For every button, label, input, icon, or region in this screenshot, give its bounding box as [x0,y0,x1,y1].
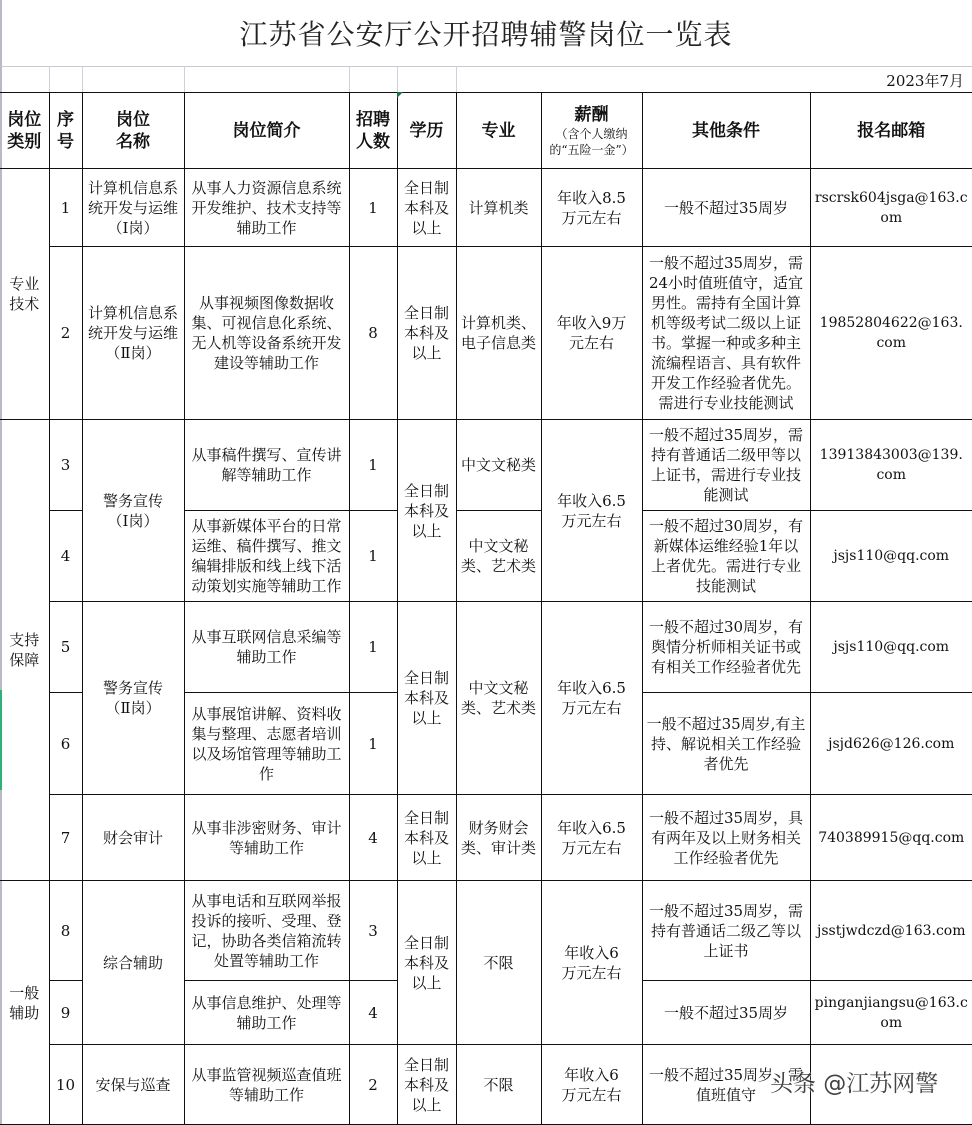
conditions-cell: 一般不超过35周岁，具有两年及以上财务相关工作经验者优先 [642,795,810,881]
count-cell: 4 [349,981,397,1045]
gridline [456,66,457,92]
count-cell: 1 [349,602,397,693]
category-cell: 专业技术 [0,169,49,420]
major-cell: 计算机类、电子信息类 [456,247,541,420]
category-cell: 一般辅助 [0,881,49,1125]
conditions-cell: 一般不超过30周岁，有舆情分析师相关证书或有相关工作经验者优先 [642,602,810,693]
header-major: 专业 [456,93,541,169]
position-cell: 综合辅助 [82,881,184,1045]
salary-cell: 年收入6万元左右 [541,1045,642,1125]
conditions-cell: 一般不超过35周岁 [642,169,810,247]
email-cell[interactable]: 13913843003@139.com [810,420,972,511]
position-cell: 警务宣传（Ⅱ岗） [82,602,184,795]
header-description: 岗位简介 [184,93,349,169]
gridline [397,66,398,92]
table-row [0,247,972,420]
table-row [0,169,972,247]
salary-cell: 年收入8.5万元左右 [541,169,642,247]
gridline [349,66,350,92]
count-cell: 8 [349,247,397,420]
table-row [0,881,972,981]
table-row [0,795,972,881]
education-cell: 全日制本科及以上 [397,602,456,795]
education-cell: 全日制本科及以上 [397,1045,456,1125]
header-email: 报名邮箱 [810,93,972,169]
gridline [82,66,83,92]
gridline [49,66,50,92]
conditions-cell: 一般不超过35周岁，需值班值守 [642,1045,810,1125]
count-cell: 2 [349,1045,397,1125]
conditions-cell: 一般不超过30周岁，有新媒体运维经验1年以上者优先。需进行专业技能测试 [642,511,810,602]
position-cell: 财会审计 [82,795,184,881]
email-cell[interactable]: rscrsk604jsga@163.com [810,169,972,247]
no-cell: 5 [49,602,82,693]
email-cell[interactable]: jsjs110@qq.com [810,602,972,693]
count-cell: 3 [349,881,397,981]
no-cell: 7 [49,795,82,881]
header-salary [541,93,642,169]
description-cell: 从事监管视频巡查值班等辅助工作 [184,1045,349,1125]
description-cell: 从事新媒体平台的日常运维、稿件撰写、推文编辑排版和线上线下活动策划实施等辅助工作 [184,511,349,602]
conditions-cell: 一般不超过35周岁 [642,981,810,1045]
education-cell: 全日制本科及以上 [397,881,456,1045]
date-label: 2023年7月 [886,72,964,90]
count-cell: 1 [349,169,397,247]
count-cell: 1 [349,420,397,511]
header-education: 学历 [397,93,456,169]
major-cell: 中文文秘类、艺术类 [456,511,541,602]
count-cell: 4 [349,795,397,881]
salary-cell: 年收入9万元左右 [541,247,642,420]
description-cell: 从事视频图像数据收集、可视信息化系统、无人机等设备系统开发建设等辅助工作 [184,247,349,420]
major-cell: 不限 [456,1045,541,1125]
email-cell[interactable]: pinganjiangsu@163.com [810,981,972,1045]
email-cell[interactable]: 19852804622@163.com [810,247,972,420]
description-cell: 从事电话和互联网举报投诉的接听、受理、登记，协助各类信箱流转处置等辅助工作 [184,881,349,981]
email-cell[interactable]: jsstjwdczd@163.com [810,881,972,981]
description-cell: 从事互联网信息采编等辅助工作 [184,602,349,693]
position-cell: 计算机信息系统开发与运维（Ⅰ岗） [82,169,184,247]
description-cell: 从事稿件撰写、宣传讲解等辅助工作 [184,420,349,511]
description-cell: 从事信息维护、处理等辅助工作 [184,981,349,1045]
no-cell: 1 [49,169,82,247]
description-cell: 从事人力资源信息系统开发维护、技术支持等辅助工作 [184,169,349,247]
header-salary-label: 薪酬 [574,104,609,125]
conditions-cell: 一般不超过35周岁，需24小时值班值守，适宜男性。需持有全国计算机等级考试二级以上证书。掌握一种或多种主流编程语言、具有软件开发工作经验者优先。需进行专业技能测试 [642,247,810,420]
no-cell: 6 [49,693,82,795]
header-category: 岗位类别 [0,93,49,169]
gridline [184,66,185,92]
salary-cell: 年收入6.5万元左右 [541,795,642,881]
position-cell: 计算机信息系统开发与运维（Ⅱ岗） [82,247,184,420]
header-conditions: 其他条件 [642,93,810,169]
email-cell[interactable]: 740389915@qq.com [810,795,972,881]
count-cell: 1 [349,693,397,795]
positions-table [0,92,972,1125]
conditions-cell: 一般不超过35周岁，需持有普通话二级甲等以上证书，需进行专业技能测试 [642,420,810,511]
no-cell: 8 [49,881,82,981]
header-position: 岗位名称 [82,93,184,169]
position-cell: 安保与巡查 [82,1045,184,1125]
education-cell: 全日制本科及以上 [397,169,456,247]
position-cell: 警务宣传（Ⅰ岗） [82,420,184,602]
salary-cell: 年收入6万元左右 [541,881,642,1045]
description-cell: 从事展馆讲解、资料收集与整理、志愿者培训以及场馆管理等辅助工作 [184,693,349,795]
cell-comment-marker [397,92,403,98]
major-cell: 财务财会类、审计类 [456,795,541,881]
no-cell: 2 [49,247,82,420]
count-cell: 1 [349,511,397,602]
no-cell: 4 [49,511,82,602]
header-row [0,93,972,169]
conditions-cell: 一般不超过35周岁，需持有普通话二级乙等以上证书 [642,881,810,981]
date-row [0,66,972,92]
email-cell[interactable]: jsjd626@126.com [810,693,972,795]
education-cell: 全日制本科及以上 [397,420,456,602]
no-cell: 9 [49,981,82,1045]
education-cell: 全日制本科及以上 [397,795,456,881]
no-cell: 10 [49,1045,82,1125]
major-cell: 计算机类 [456,169,541,247]
table-row [0,420,972,511]
conditions-cell: 一般不超过35周岁,有主持、解说相关工作经验者优先 [642,693,810,795]
category-cell: 支持保障 [0,420,49,881]
table-row [0,602,972,693]
header-salary-note: （含个人缴纳的“五险一金”） [549,126,634,157]
email-cell[interactable]: jsjs110@qq.com [810,511,972,602]
major-cell: 中文文秘类、艺术类 [456,602,541,795]
major-cell: 中文文秘类 [456,420,541,511]
page-title: 江苏省公安厅公开招聘辅警岗位一览表 [0,0,972,67]
salary-cell: 年收入6.5万元左右 [541,602,642,795]
watermark: 头条 @江苏网警 [770,1071,939,1097]
no-cell: 3 [49,420,82,511]
education-cell: 全日制本科及以上 [397,247,456,420]
salary-cell: 年收入6.5万元左右 [541,420,642,602]
description-cell: 从事非涉密财务、审计等辅助工作 [184,795,349,881]
major-cell: 不限 [456,881,541,1045]
header-count: 招聘人数 [349,93,397,169]
header-no: 序号 [49,93,82,169]
